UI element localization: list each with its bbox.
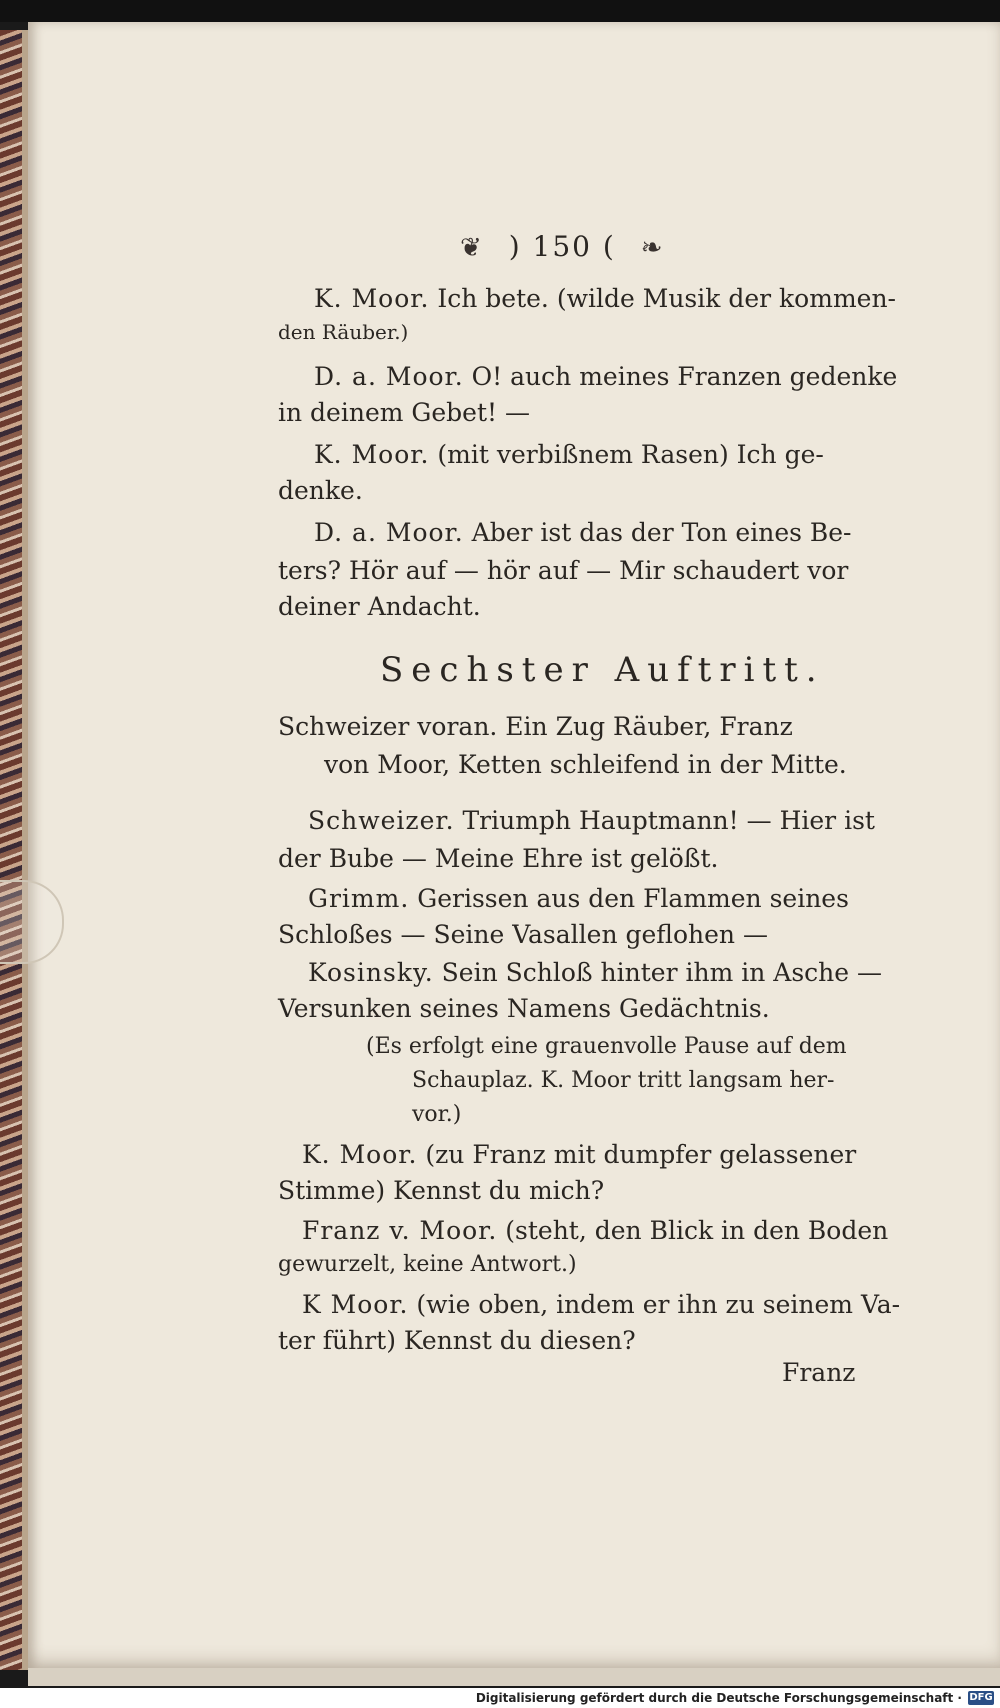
text-line: K Moor. (wie oben, indem er ihn zu seinem Va- (302, 1290, 901, 1319)
footer (0, 1688, 1000, 1708)
text-line: Schauplaz. K. Moor tritt langsam her- (412, 1068, 835, 1093)
text-line: Stimme) Kennst du mich? (278, 1176, 605, 1205)
funding-notice: Digitalisierung gefördert durch die Deutsche Forschungsgemeinschaft · (475, 1691, 962, 1705)
right-ornament-icon: ❧ (640, 233, 665, 263)
text-line: Versunken seines Namens Gedächtnis. (278, 994, 770, 1023)
text-line: den Räuber.) (278, 320, 409, 344)
text-line: deiner Andacht. (278, 592, 481, 621)
text-line: Grimm. Gerissen aus den Flammen seines (308, 884, 849, 913)
text-line: K. Moor. (zu Franz mit dumpfer gelassener (302, 1140, 857, 1169)
text-line: Kosinsky. Sein Schloß hinter ihm in Asche — (308, 958, 883, 987)
text-line: ter führt) Kennst du diesen? (278, 1326, 636, 1355)
text-line: (Es erfolgt eine grauenvolle Pause auf dem (366, 1034, 847, 1059)
scene-title: Sechster Auftritt. (380, 650, 825, 690)
text-line: gewurzelt, keine Antwort.) (278, 1252, 577, 1277)
page-number: ) 150 ( (508, 230, 616, 263)
text-line: D. a. Moor. Aber ist das der Ton eines Be- (314, 518, 852, 547)
text-line: Franz v. Moor. (steht, den Blick in den Boden (302, 1216, 889, 1245)
page-bottom-edge (28, 1668, 1000, 1686)
left-ornament-icon: ❦ (460, 233, 484, 263)
text-line: D. a. Moor. O! auch meines Franzen gedenke (314, 362, 898, 391)
text-line: der Bube — Meine Ehre ist gelößt. (278, 844, 719, 873)
text-line: K. Moor. Ich bete. (wilde Musik der kommen- (314, 284, 896, 313)
text-line: K. Moor. (mit verbißnem Rasen) Ich ge- (314, 440, 824, 469)
dfg-logo: DFG (969, 1692, 993, 1703)
text-line: ters? Hör auf — hör auf — Mir schaudert vor (278, 556, 849, 585)
text-line: Schweizer voran. Ein Zug Räuber, Franz (278, 712, 793, 741)
text-line: denke. (278, 476, 363, 505)
page-header (460, 230, 665, 263)
text-line: von Moor, Ketten schleifend in der Mitte. (324, 750, 847, 779)
text-line: Schloßes — Seine Vasallen geflohen — (278, 920, 768, 949)
catchword: Franz (782, 1358, 856, 1387)
text-line: Schweizer. Triumph Hauptmann! — Hier ist (308, 806, 875, 835)
text-line: vor.) (412, 1102, 462, 1127)
top-border (0, 0, 1000, 22)
text-line: in deinem Gebet! — (278, 398, 530, 427)
